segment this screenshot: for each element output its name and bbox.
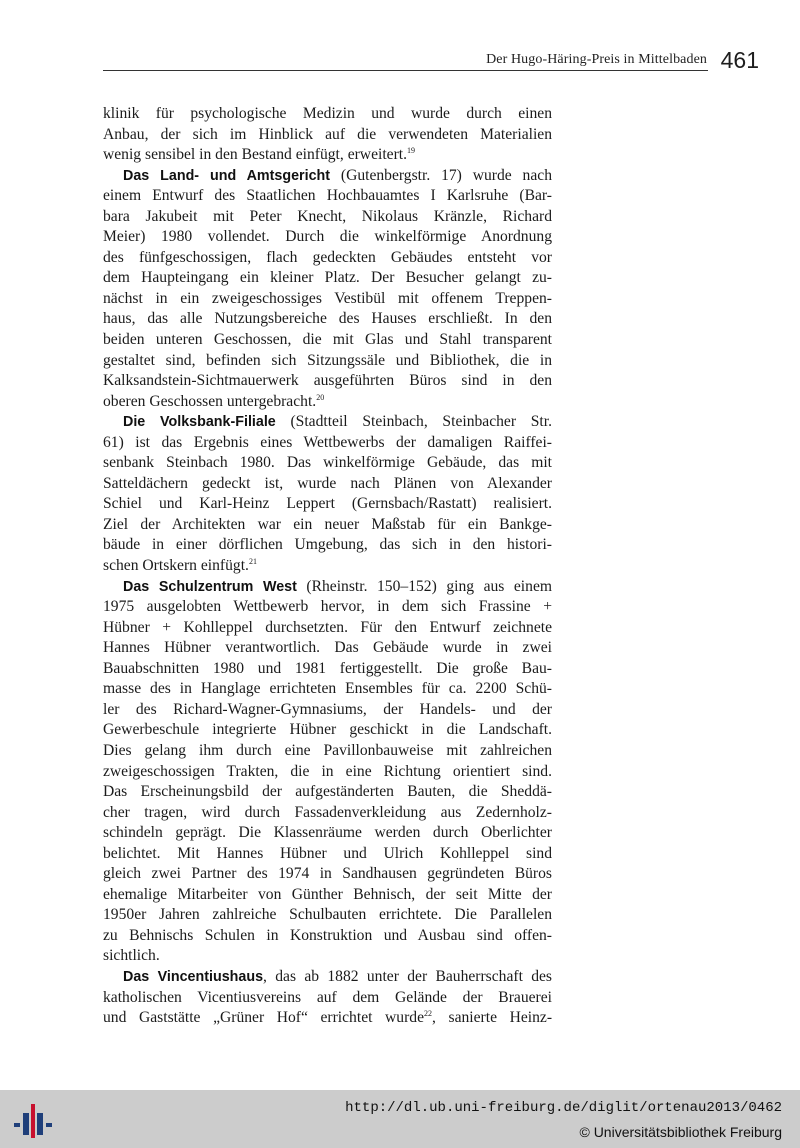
section-heading: Die Volksbank-Filiale [123, 414, 276, 431]
footer-bar [0, 1090, 800, 1148]
text-line: Bauabschnitten 1980 und 1981 fertiggestellt. Die große Bau- [103, 659, 552, 677]
text-line: Das Land- und Amtsgericht (Gutenbergstr. 17) wurde nach [123, 166, 552, 184]
text-line: cher tragen, wird durch Fassadenverkleidung aus Zedernholz- [103, 803, 552, 821]
text-line: Die Volksbank-Filiale (Stadtteil Steinbach, Steinbacher Str. [123, 413, 552, 431]
footer-url-link[interactable]: http://dl.ub.uni-freiburg.de/diglit/ortenau2013/0462 [345, 1100, 782, 1116]
text-line: Anbau, der sich im Hinblick auf die verwendeten Materialien [103, 125, 552, 143]
text-line: bara Jakubeit mit Peter Knecht, Nikolaus Kränzle, Richard [103, 207, 552, 225]
text-line: Kalksandstein-Sichtmauerwerk ausgeführten Büros sind in den [103, 372, 552, 390]
text-line: sichtlich. [103, 947, 160, 965]
text-line: nächst in ein zweigeschossiges Vestibül mit offenem Treppen- [103, 289, 552, 307]
text-line: oberen Geschossen untergebracht.$^{20}$ [103, 392, 325, 410]
text-line: und Gaststätte „Grüner Hof“ errichtet wurde$^{22}$, sanierte Heinz- [103, 1009, 553, 1027]
text-line: senbank Steinbach 1980. Das winkelförmige Gebäude, das mit [103, 454, 552, 472]
text-line: Hübner + Kohlleppel durchsetzten. Für den Entwurf zeichnete [103, 618, 552, 636]
text-line: haus, das alle Nutzungsbereiche des Hauses erschließt. In den [103, 310, 552, 328]
text-line: ehemalige Mitarbeiter von Günther Behnisch, der seit Mitte der [103, 885, 552, 903]
header-rule [103, 70, 708, 71]
text-line: Ziel der Architekten war ein neuer Maßstab für ein Bankge- [103, 515, 552, 533]
text-line: gestaltet sind, befinden sich Sitzungssäle und Bibliothek, die in [103, 351, 552, 369]
text-line: Das Vincentiushaus, das ab 1882 unter der Bauherrschaft des [123, 967, 553, 985]
body-text [103, 104, 552, 1029]
text-line: gleich zwei Partner des 1974 in Sandhausen gegründeten Büros [103, 865, 552, 883]
section-heading: Das Vincentiushaus [123, 968, 264, 985]
page-header [103, 44, 763, 74]
text-line: beiden unteren Geschossen, die mit Glas und Stahl transparent [103, 331, 552, 349]
text-line: Satteldächern gedeckt ist, wurde nach Plänen von Alexander [103, 474, 552, 492]
page-number: 461 [720, 47, 759, 73]
text-line: Das Schulzentrum West (Rheinstr. 150–152) ging aus einem [123, 577, 552, 595]
running-head: Der Hugo-Häring-Preis in Mittelbaden [486, 52, 707, 67]
ub-freiburg-logo-icon [14, 1100, 52, 1142]
text-line: zu Behnischs Schulen in Konstruktion und Ausbau sind offen- [103, 926, 552, 944]
footnote-ref[interactable]: 19 [407, 146, 415, 156]
text-line: 1950er Jahren zahlreiche Schulbauten errichtete. Die Parallelen [103, 906, 552, 924]
text-line: bäude in einer dörflichen Umgebung, das sich in den histori- [103, 536, 552, 554]
section-heading: Das Land- und Amtsgericht [123, 167, 331, 184]
text-line: belichtet. Mit Hannes Hübner und Ulrich Kohlleppel sind [103, 844, 552, 862]
text-line: einem Entwurf des Staatlichen Hochbauamtes I Karlsruhe (Bar- [103, 187, 552, 205]
footnote-ref[interactable]: 21 [248, 557, 257, 567]
text-line: klinik für psychologische Medizin und wurde durch einen [103, 105, 552, 122]
text-line: katholischen Vicentiusvereins auf dem Gelände der Brauerei [103, 988, 552, 1006]
text-line: Gewerbeschule integrierte Hübner geschickt in die Landschaft. [103, 721, 552, 739]
text-line: 61) ist das Ergebnis eines Wettbewerbs der damaligen Raiffei- [103, 433, 552, 451]
text-line: ler des Richard-Wagner-Gymnasiums, der Handels- und der [103, 700, 552, 718]
footer-copyright: © Universitätsbibliothek Freiburg [579, 1124, 782, 1140]
text-line: Das Erscheinungsbild der aufgeständerten Bauten, die Sheddä- [103, 783, 552, 801]
text-line: Dies gelang ihm durch eine Pavillonbauweise mit zahlreichen [103, 741, 552, 759]
text-line: dem Haupteingang ein kleiner Platz. Der Besucher gelangt zu- [103, 269, 552, 287]
section-heading: Das Schulzentrum West [123, 578, 297, 595]
text-line: zweigeschossigen Trakten, die in eine Richtung orientiert sind. [103, 762, 552, 780]
footnote-ref[interactable]: 20 [316, 392, 325, 402]
text-line: schen Ortskern einfügt.$^{21}$ [103, 557, 257, 575]
text-line: Hannes Hübner verantwortlich. Das Gebäude wurde in zwei [103, 639, 552, 657]
text-line: masse des in Hanglage errichteten Ensembles für ca. 2200 Schü- [103, 680, 552, 698]
text-line: Schiel und Karl-Heinz Leppert (Gernsbach/Rastatt) realisiert. [103, 495, 552, 513]
text-line: des fünfgeschossigen, flach gedeckten Gebäudes entsteht vor [103, 248, 552, 266]
text-line: wenig sensibel in den Bestand einfügt, erweitert.$^{19}$ [103, 146, 415, 164]
text-line: Meier) 1980 vollendet. Durch die winkelförmige Anordnung [103, 228, 552, 246]
text-line: 1975 ausgelobten Wettbewerb hervor, in dem sich Frassine + [103, 598, 552, 616]
footnote-ref[interactable]: 22 [424, 1009, 433, 1019]
text-line: schindeln geprägt. Die Klassenräume werden durch Oberlichter [103, 824, 552, 842]
